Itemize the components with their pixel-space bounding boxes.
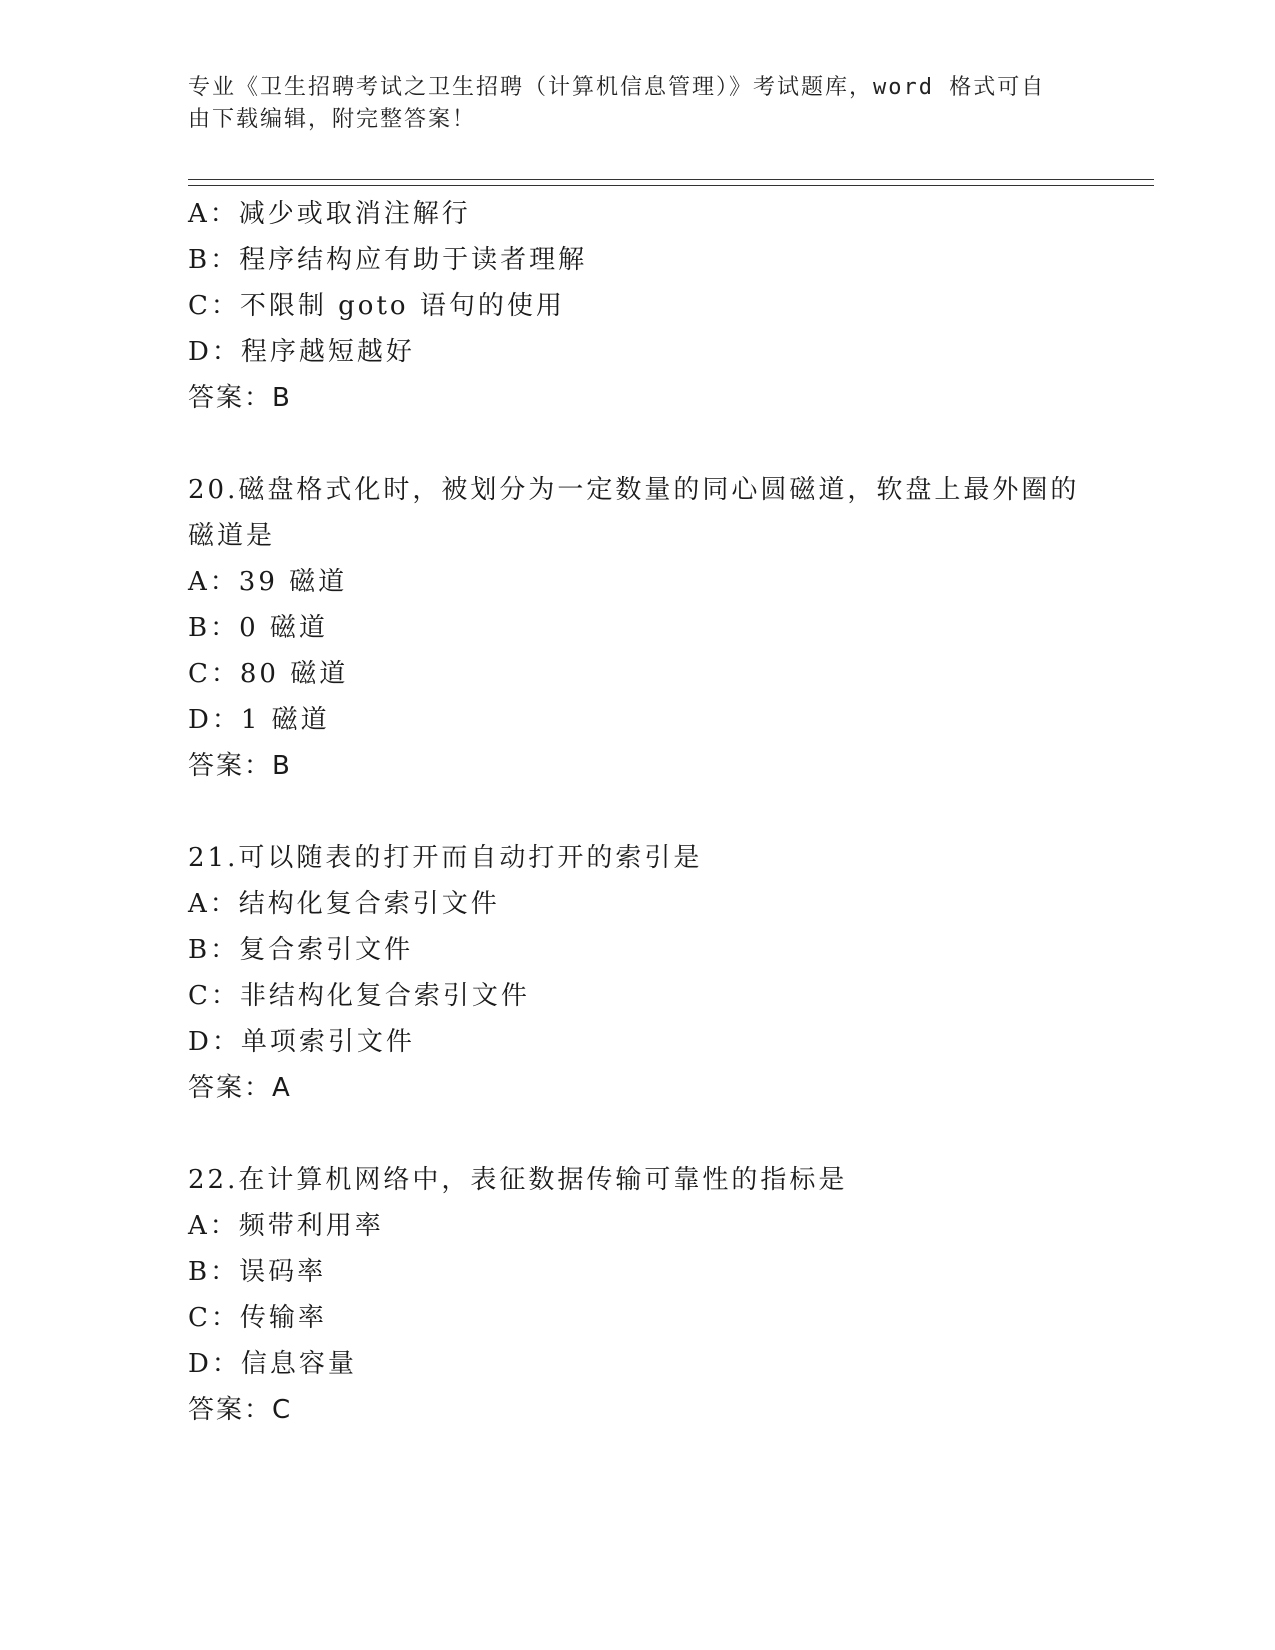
answer-line: 答案：B xyxy=(188,751,292,781)
option-b: B：0 磁道 xyxy=(188,613,328,643)
option-d: D：单项索引文件 xyxy=(188,1027,415,1057)
option-b: B：程序结构应有助于读者理解 xyxy=(188,245,588,275)
question-stem: 21.可以随表的打开而自动打开的索引是 xyxy=(188,843,703,873)
question-block-continued xyxy=(188,191,1154,421)
question-stem: 22.在计算机网络中，表征数据传输可靠性的指标是 xyxy=(188,1165,848,1195)
question-block-20 xyxy=(188,467,1154,789)
answer-line: 答案：B xyxy=(188,383,292,413)
option-a: A：结构化复合索引文件 xyxy=(188,889,500,919)
option-a: A：频带利用率 xyxy=(188,1211,384,1241)
question-list xyxy=(188,191,1154,1433)
question-stem-continued: 磁道是 xyxy=(188,521,276,551)
question-stem: 20.磁盘格式化时，被划分为一定数量的同心圆磁道，软盘上最外圈的 xyxy=(188,475,1080,505)
header-line-1: 专业《卫生招聘考试之卫生招聘（计算机信息管理）》考试题库，word 格式可自 xyxy=(188,75,1046,100)
option-c: C：传输率 xyxy=(188,1303,327,1333)
option-b: B：误码率 xyxy=(188,1257,327,1287)
option-c: C：80 磁道 xyxy=(188,659,349,689)
option-d: D：1 磁道 xyxy=(188,705,330,735)
option-a: A：减少或取消注解行 xyxy=(188,199,471,229)
option-d: D：信息容量 xyxy=(188,1349,357,1379)
document-header xyxy=(188,72,1088,136)
option-c: C：不限制 goto 语句的使用 xyxy=(188,291,565,321)
header-line-2: 由下载编辑，附完整答案！ xyxy=(188,107,477,132)
question-block-21 xyxy=(188,835,1154,1111)
option-d: D：程序越短越好 xyxy=(188,337,415,367)
header-rule-top xyxy=(188,179,1154,180)
answer-line: 答案：A xyxy=(188,1073,292,1103)
answer-line: 答案：C xyxy=(188,1395,293,1425)
question-block-22 xyxy=(188,1157,1154,1433)
header-rule-bottom xyxy=(188,185,1154,186)
option-c: C：非结构化复合索引文件 xyxy=(188,981,530,1011)
option-a: A：39 磁道 xyxy=(188,567,348,597)
option-b: B：复合索引文件 xyxy=(188,935,414,965)
